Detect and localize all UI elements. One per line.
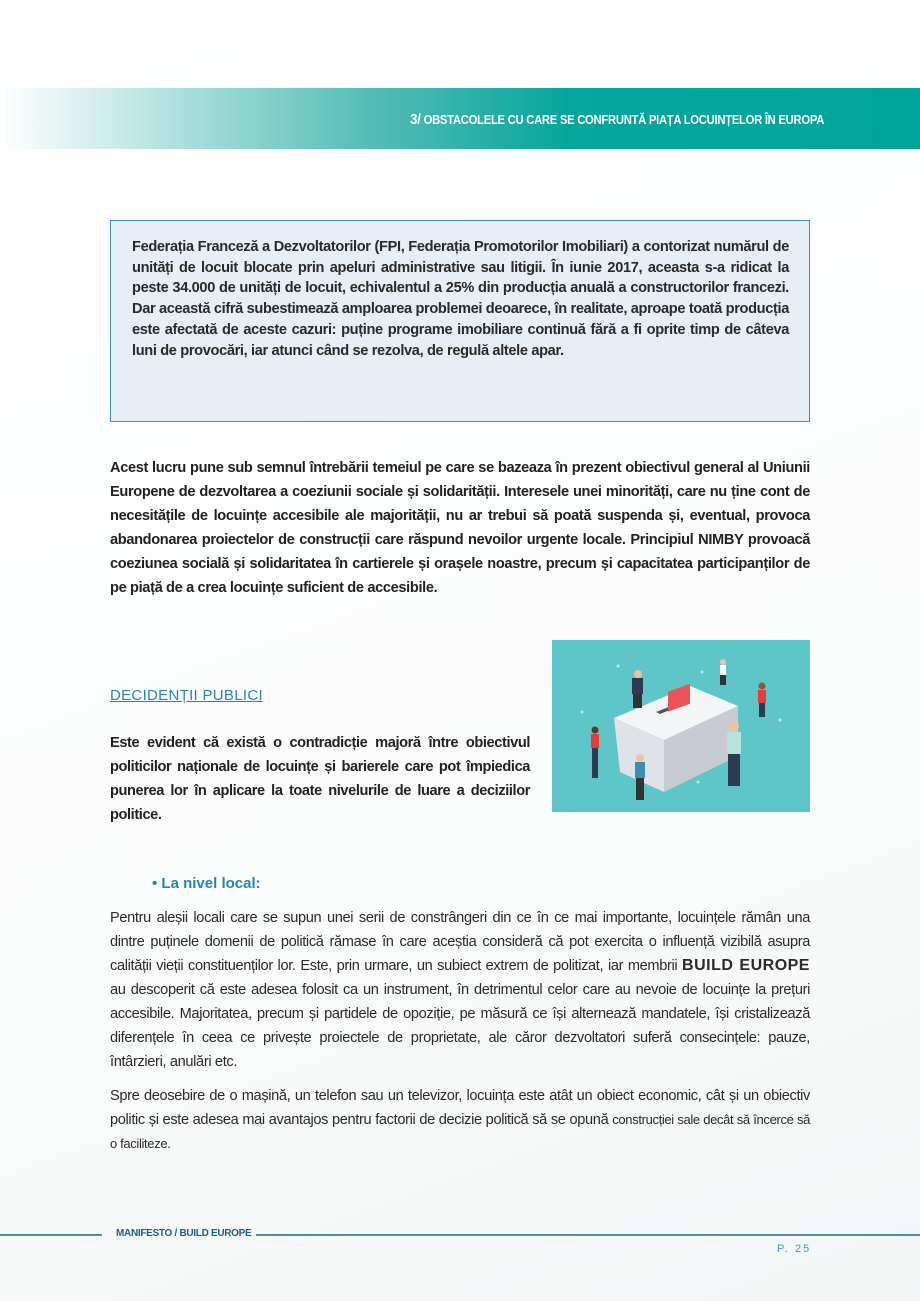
highlight-box — [110, 220, 810, 422]
footer-divider-right — [256, 1234, 920, 1236]
ballot-box-illustration — [552, 640, 810, 812]
intro-paragraph: Acest lucru pune sub semnul întrebării temeiul pe care se bazeaza în prezent obiectivul general al Uniunii Europene de dezvoltarea a coeziunii sociale și solidarității. Interesele unei minorități, care nu ține cont de necesitățile de locuințe accesibile ale majorității, nu ar trebui să poată suspenda și, eventual, provoca abandonarea proiectelor de construcții care răspund nevoilor urgente locale. Principiul NIMBY provoacă coeziunea socială și solidaritatea în cartierele și orașele noastre, precum și capacitatea participanților de pe piață de a crea locuințe suficient de accesibile. — [110, 460, 810, 596]
footer-label: MANIFESTO / BUILD EUROPE — [116, 1228, 252, 1239]
body-paragraph-2 — [110, 1084, 810, 1156]
p1-text-start: Pentru aleșii locali care se supun unei serii de constrângeri din ce în ce mai importante, locuințele rămân una dintre puținele domenii de politică rămase în care aceștia consideră că pot exercita o influență vizibilă asupra calității vieții constituenților lor. Este, prin urmare, un subiect extrem de politizat, iar membrii — [110, 910, 810, 974]
p1-text-end: au descoperit că este adesea folosit ca un instrument, în detrimentul celor care au nevoie de locuințe la prețuri accesibile. Majoritatea, precum și partidele de opoziție, pe măsură ce își alternează mandatele, își cristalizează diferențele în ceea ce privește proiectele de proprietate, ale căror dezvoltatori suferă consecințele: pauze, întârzieri, anulări etc. — [110, 982, 810, 1070]
chapter-number: 3/ — [410, 111, 421, 128]
section-lead: Este evident că există o contradicție majoră între obiectivul politicilor naționale de locuințe și barierele care pot împiedica punerea lor în aplicare la toate nivelurile de luare a deciziilor politice. — [110, 735, 530, 823]
brand-name: BUILD EUROPE — [682, 957, 810, 974]
p2-text: Spre deosebire de o mașină, un telefon sau un televizor, locuința este atât un obiect economic, cât și un obiectiv politic și este adesea mai avantajos pentru factorii de decizie politică să se opună — [110, 1088, 810, 1128]
chapter-title — [410, 111, 824, 128]
footer-divider-left — [0, 1234, 102, 1236]
highlight-text: Federația Franceză a Dezvoltatorilor (FPI, Federația Promotorilor Imobiliari) a contorizat numărul de unități de locuit blocate prin apeluri administrative sau litigii. În iunie 2017, aceasta s-a ridicat la peste 34.000 de unități de locuit, echivalentul a 25% din producția anuală a constructorilor francezi. Dar această cifră subestimează amploarea problemei deoarece, în realitate, aproape toată producția este afectată de aceste cazuri: puține programe imobiliare continuă fără a fi oprite timp de câteva luni de provocări, iar atunci când se rezolva, de regulă altele apar. — [132, 239, 789, 359]
subheading-local-level: • La nivel local: — [152, 875, 261, 892]
p2-text-small: construcției sale decât să încerce să o faciliteze. — [110, 1112, 810, 1151]
chapter-title-text: OBSTACOLELE CU CARE SE CONFRUNTĂ PIAȚA LOCUINȚELOR ÎN EUROPA — [423, 113, 825, 127]
section-heading: DECIDENȚII PUBLICI — [110, 687, 263, 704]
body-paragraph-1 — [110, 906, 810, 1074]
page-number: P. 25 — [777, 1243, 812, 1255]
